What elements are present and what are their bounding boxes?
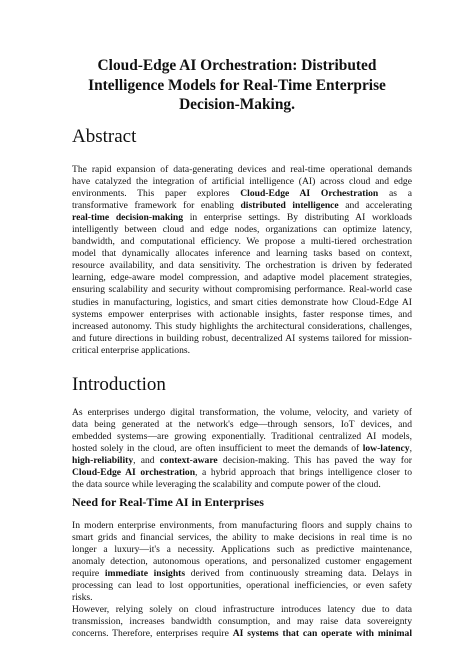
text-line: [72, 309, 412, 321]
text-line: [72, 479, 412, 491]
text-run: in enterprise settings. By distributing AI workloads: [183, 212, 412, 224]
bold-text: Cloud-Edge AI orchestration: [72, 467, 196, 479]
text-run: increased autonomy. This study highlights the architectural considerations, challenges,: [72, 320, 412, 332]
introduction-paragraph: [72, 407, 412, 491]
text-line: [72, 556, 412, 568]
text-line: [72, 616, 412, 628]
text-run: model that dynamically allocates inference and learning tasks based on context,: [72, 248, 412, 260]
text-line: [72, 407, 412, 419]
text-line: [72, 628, 412, 640]
text-run: as a: [378, 188, 412, 200]
text-run: transmission, increases bandwidth consumption, and may raise data sovereignty: [72, 616, 412, 628]
text-run: longer a luxury—it's a necessity. Applications such as predictive maintenance,: [72, 544, 412, 556]
text-run: The rapid expansion of data-generating devices and real-time operational demands: [72, 164, 412, 175]
bold-text: immediate insights: [104, 568, 186, 580]
text-run: , and: [133, 455, 160, 467]
text-line: [72, 297, 412, 309]
text-run: learning, edge-aware model compression, and adaptive model placement strategies,: [72, 272, 412, 284]
text-line: [72, 200, 412, 212]
text-line: [72, 455, 412, 467]
text-line: [72, 532, 412, 544]
text-line: [72, 443, 412, 455]
text-line: [72, 272, 412, 284]
text-line: [72, 467, 412, 479]
text-line: [72, 604, 412, 616]
text-line: [72, 580, 412, 592]
text-run: However, relying solely on cloud infrastructure introduces latency due to data: [72, 604, 412, 615]
text-line: [72, 164, 412, 176]
text-run: As enterprises undergo digital transformation, the volume, velocity, and variety of: [72, 407, 412, 418]
bold-text: high-reliability: [72, 455, 134, 467]
text-line: [72, 568, 412, 580]
introduction-heading: Introduction: [72, 374, 166, 395]
text-run: critical enterprise applications.: [72, 344, 191, 356]
text-line: [72, 321, 412, 333]
need-paragraph-1: [72, 520, 412, 604]
text-run: embedded systems—are growing exponentially. Traditional centralized AI models,: [72, 431, 412, 443]
text-line: [72, 176, 412, 188]
text-line: [72, 431, 412, 443]
text-run: and future directions in building robust, decentralized AI systems tailored for mission-: [72, 332, 412, 344]
abstract-heading: Abstract: [72, 126, 137, 147]
text-line: [72, 345, 412, 357]
text-line: [72, 333, 412, 345]
bold-text: Cloud-Edge AI Orchestration: [240, 188, 379, 200]
need-section-heading: Need for Real-Time AI in Enterprises: [72, 495, 264, 509]
text-line: [72, 284, 412, 296]
text-run: have catalyzed the integration of artificial intelligence (AI) across cloud and edge: [72, 176, 412, 188]
text-line: [72, 224, 412, 236]
paper-title: [60, 56, 414, 115]
text-run: environments. This paper explores: [72, 188, 241, 200]
text-run: , a hybrid approach that brings intelligence closer to: [195, 467, 412, 479]
title-line: Cloud-Edge AI Orchestration: Distributed: [97, 57, 377, 74]
text-line: [72, 236, 412, 248]
need-paragraph-2: [72, 604, 412, 640]
text-run: require: [72, 568, 105, 580]
text-line: [72, 212, 412, 224]
text-run: ,: [409, 443, 412, 455]
text-run: hosted solely in the cloud, are often insufficient to meet the demands of: [72, 443, 363, 455]
text-run: systems empower enterprises with actionable insights, faster response times, and: [72, 308, 412, 320]
text-run: processing can lead to lost opportunities, operational inefficiencies, or even safety: [72, 580, 412, 592]
text-run: bandwidth, and computational efficiency. We propose a multi-tiered orchestration: [72, 236, 412, 248]
title-line: Intelligence Models for Real-Time Enterprise: [88, 76, 386, 94]
bold-text: context-aware: [159, 455, 218, 467]
text-line: [72, 419, 412, 431]
abstract-paragraph: [72, 164, 412, 357]
bold-text: low-latency: [362, 443, 410, 455]
bold-text: real-time decision-making: [72, 212, 183, 224]
text-run: anomaly detection, autonomous operations, and personalized customer engagement: [72, 556, 412, 568]
text-line: [72, 592, 412, 604]
bold-text: AI systems that can operate with minimal: [232, 628, 412, 640]
text-run: studies in manufacturing, logistics, and smart cities demonstrate how Cloud-Edge AI: [72, 296, 412, 308]
text-run: the data source while leveraging the scalability and compute power of the cloud.: [72, 479, 381, 491]
title-line: Decision-Making.: [179, 96, 295, 113]
text-line: [72, 544, 412, 556]
text-run: and accelerating: [338, 200, 412, 212]
text-run: intelligently between cloud and edge nodes, organizations can optimize latency,: [72, 224, 412, 236]
bold-text: distributed intelligence: [240, 200, 339, 212]
text-run: transformative framework for enabling: [72, 200, 241, 212]
text-run: In modern enterprise environments, from manufacturing floors and supply chains to: [72, 520, 412, 531]
text-run: derived from continuously streaming data. Delays in: [185, 568, 412, 580]
text-run: decision-making. This has paved the way for: [217, 455, 412, 467]
text-run: data being generated at the network's edge—through sensors, IoT devices, and: [72, 419, 412, 431]
text-run: ensuring scalability and security without compromising performance. Real-world case: [72, 284, 412, 296]
text-run: smart grids and financial services, the ability to make decisions in real time is no: [72, 532, 412, 544]
text-line: [72, 188, 412, 200]
text-run: resource availability, and data sensitivity. The orchestration is driven by federated: [72, 260, 412, 272]
text-line: [72, 260, 412, 272]
text-run: concerns. Therefore, enterprises require: [72, 628, 233, 640]
text-line: [72, 520, 412, 532]
text-line: [72, 248, 412, 260]
text-run: risks.: [72, 592, 93, 604]
